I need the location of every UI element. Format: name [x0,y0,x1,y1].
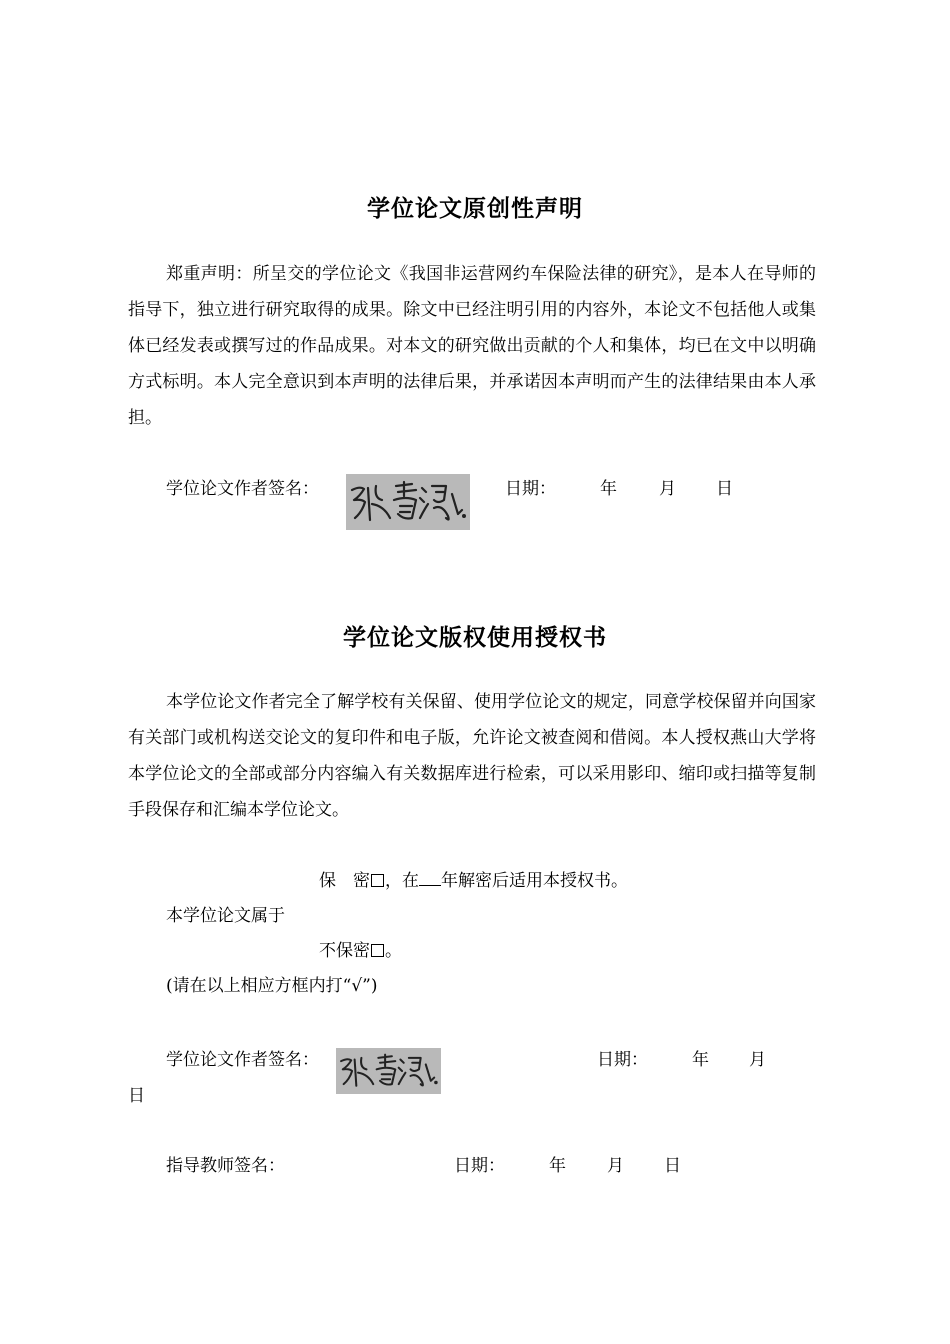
declaration-day-label: 日 [716,479,733,499]
authorization-author-signature [336,1048,441,1094]
secret-option-suffix: 年解密后适用本授权书。 [441,871,628,891]
declaration-title: 学位论文原创性声明 [367,196,583,222]
advisor-day-label: 日 [664,1156,681,1176]
nonsecret-checkbox[interactable] [371,944,384,957]
advisor-sign-label: 指导教师签名： [166,1156,285,1176]
handwritten-signature-image [336,1048,441,1094]
declaration-date-label: 日期： [505,479,556,499]
secret-checkbox[interactable] [371,874,384,887]
nonsecret-option-label: 不保密 [319,941,370,961]
years-blank[interactable] [419,871,441,886]
advisor-date-label: 日期： [454,1156,505,1176]
declaration-author-sign-label: 学位论文作者签名： [166,479,319,499]
declaration-year-label: 年 [600,479,617,499]
thesis-belongs-label: 本学位论文属于 [166,906,285,926]
advisor-year-label: 年 [549,1156,566,1176]
authorization-day-label: 日 [128,1086,145,1106]
declaration-body: 郑重声明：所呈交的学位论文《我国非运营网约车保险法律的研究》，是本人在导师的指导下，独立进行研究取得的成果。除文中已经注明引用的内容外，本论文不包括他人或集体已经发表或撰写过的作品成果。对本文的研究做出贡献的个人和集体，均已在文中以明确方式标明。本人完全意识到本声明的法律后果，并承诺因本声明而产生的法律结果由本人承担。 [128,264,816,428]
declaration-month-label: 月 [659,479,676,499]
authorization-title: 学位论文版权使用授权书 [343,625,607,651]
authorization-date-label: 日期： [597,1050,648,1070]
nonsecret-option-line [319,940,402,962]
declaration-author-signature [346,474,470,530]
secret-option-label: 保 密 [319,871,370,891]
authorization-year-label: 年 [692,1050,709,1070]
advisor-month-label: 月 [607,1156,624,1176]
authorization-body: 本学位论文作者完全了解学校有关保留、使用学位论文的规定，同意学校保留并向国家有关部门或机构送交论文的复印件和电子版，允许论文被查阅和借阅。本人授权燕山大学将本学位论文的全部或部分内容编入有关数据库进行检索，可以采用影印、缩印或扫描等复制手段保存和汇编本学位论文。 [128,692,816,820]
secret-option-mid: ，在 [385,871,419,891]
authorization-author-sign-label: 学位论文作者签名： [166,1050,319,1070]
nonsecret-option-suffix: 。 [385,941,402,961]
secret-option-line [319,870,628,892]
checkbox-instruction: (请在以上相应方框内打“√”) [166,976,378,996]
handwritten-signature-image [346,474,470,530]
authorization-month-label: 月 [749,1050,766,1070]
